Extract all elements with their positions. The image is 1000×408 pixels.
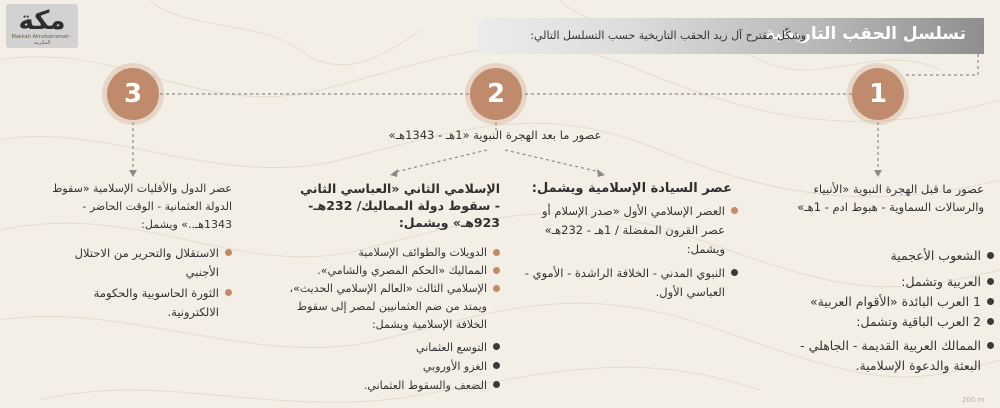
list-item: العربية وتشمل:	[770, 272, 994, 292]
era1-heading: عصور ما قبل الهجرة النبوية «الأنبياء والرسالات السماوية - هبوط ادم - 1هـ»	[797, 182, 984, 214]
arrow-head-step3	[129, 170, 137, 177]
step-circle-1: 1	[852, 68, 904, 120]
list-item: 2 العرب الباقية وتشمل:	[770, 312, 994, 332]
era2-left-branch	[395, 150, 487, 172]
map-scale-label: 200 m	[962, 396, 985, 404]
list-item: الشعوب الأعجمية	[770, 246, 994, 266]
list-item: العصر الإسلامي الأول «صدر الإسلام أو عصر القرون المفضلة / 1هـ - 232هـ» ويشمل:	[520, 202, 738, 259]
list-item: الدويلات والطوائف الإسلامية	[270, 244, 500, 262]
list-item: الثورة الحاسوبية والحكومة الالكترونية.	[52, 284, 232, 322]
logo-subtext: Makkah Almokarramah · المكرمة	[11, 34, 73, 46]
logo-text: مكة	[18, 6, 66, 36]
era2b-sublist	[300, 338, 500, 395]
era2-caption: عصور ما بعد الهجرة النبوية «1هـ - 1343هـ»	[388, 128, 602, 142]
arrow-head-right-branch	[597, 169, 605, 177]
arrow-head-step1	[874, 170, 882, 177]
list-item: الممالك العربية القديمة - الجاهلي - البعثة والدعوة الإسلامية.	[770, 336, 994, 376]
arrow-head-left-branch	[390, 169, 398, 177]
list-item: الاستقلال والتحرير من الاحتلال الأجنبي	[52, 244, 232, 282]
era2a-heading: عصر السيادة الإسلامية ويشمل:	[531, 181, 732, 196]
list-item: الضعف والسقوط العثماني.	[300, 376, 500, 395]
list-item: النبوي المدني - الخلافة الراشدة - الأموي - العباسي الأول.	[520, 264, 738, 302]
banner-drop-line	[905, 54, 978, 75]
era1-list	[770, 246, 994, 376]
list-item: المماليك «الحكم المصري والشامي».	[270, 262, 500, 280]
era2-right-branch	[505, 150, 600, 172]
list-item: الإسلامي الثالث «العالم الإسلامي الحديث»، ويمتد من ضم العثمانيين لمصر إلى سقوط الخلافة الإسلامية ويشمل:	[270, 280, 500, 334]
list-item: 1 العرب البائدة «الأقوام العربية»	[770, 292, 994, 312]
era2b-heading: الإسلامي الثاني «العباسي الثاني - سقوط دولة المماليك/ 232هـ- 923هـ» ويشمل:	[300, 181, 500, 230]
step-circle-2: 2	[470, 68, 522, 120]
step-circle-3: 3	[107, 68, 159, 120]
list-item: الغزو الأوروبي	[300, 357, 500, 376]
era3-list	[52, 244, 232, 322]
era2a-sublist	[520, 264, 738, 302]
era2b-list	[270, 244, 500, 334]
page-subtitle: وشكّل مقترح آل زيد الحقب التاريخية حسب التسلسل التالي:	[530, 29, 806, 42]
era3-heading: عصر الدول والأقليات الإسلامية «سقوط الدولة العثمانية - الوقت الحاضر - 1343هـ..» ويشمل:	[52, 182, 232, 231]
era2a-list	[520, 202, 738, 259]
list-item: التوسع العثماني	[300, 338, 500, 357]
page-title: تسلسل الحقب التاريخية	[765, 24, 966, 44]
